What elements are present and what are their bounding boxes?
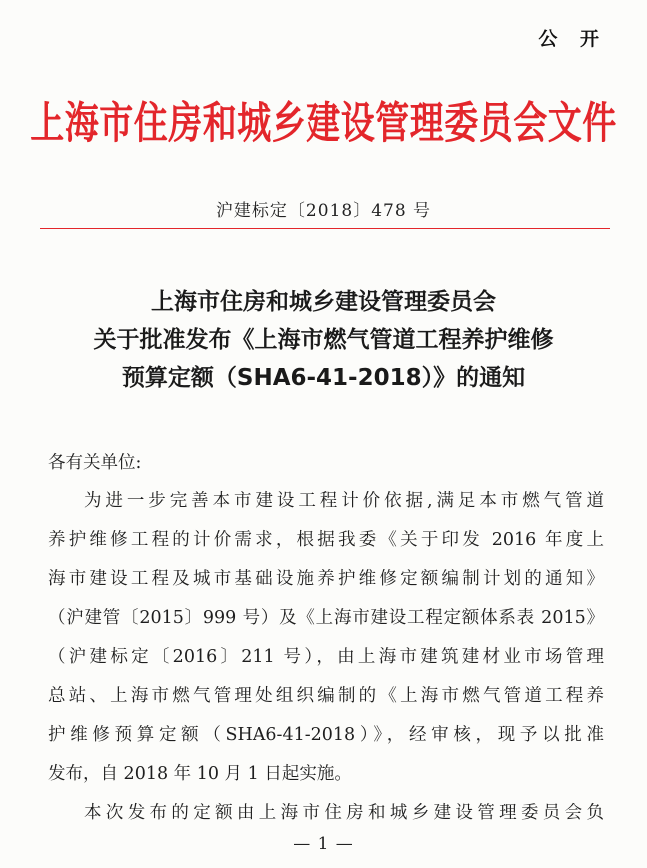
notice-title-line-1: 上海市住房和城乡建设管理委员会 xyxy=(151,289,496,315)
classification-label: 公 开 xyxy=(538,28,607,50)
notice-title-line-2: 关于批准发布《上海市燃气管道工程养护维修 xyxy=(93,327,554,353)
document-number: 沪建标定〔2018〕478 号 xyxy=(215,201,432,221)
addressee-line: 各有关单位: xyxy=(48,453,142,473)
paragraph-1-line: （沪建管〔2015〕999 号）及《上海市建设工程定额体系表 2015》 xyxy=(48,608,604,628)
notice-title-line-3: 预算定额（SHA6-41-2018）》的通知 xyxy=(121,365,526,391)
paragraph-1-line: 养护维修工程的计价需求，根据我委《关于印发 2016 年度上 xyxy=(48,530,604,550)
issuer-header-title: 上海市住房和城乡建设管理委员会文件 xyxy=(30,98,617,150)
paragraph-1-line: 为进一步完善本市建设工程计价依据,满足本市燃气管道 xyxy=(84,491,604,511)
paragraph-1-line: 总站、上海市燃气管理处组织编制的《上海市燃气管道工程养 xyxy=(48,686,604,706)
page-number: — 1 — xyxy=(293,834,354,854)
paragraph-1-line: （沪建标定〔2016〕211 号），由上海市建筑建材业市场管理 xyxy=(48,647,604,667)
notice-title xyxy=(0,283,647,397)
paragraph-1-line: 发布，自 2018 年 10 月 1 日起实施。 xyxy=(48,764,352,784)
paragraph-1-line: 海市建设工程及城市基础设施养护维修定额编制计划的通知》 xyxy=(48,569,604,589)
paragraph-2-line: 本次发布的定额由上海市住房和城乡建设管理委员会负 xyxy=(84,803,604,823)
paragraph-1-line: 护维修预算定额（SHA6-41-2018）》，经审核，现予以批准 xyxy=(48,725,604,745)
red-separator-line xyxy=(40,228,610,229)
